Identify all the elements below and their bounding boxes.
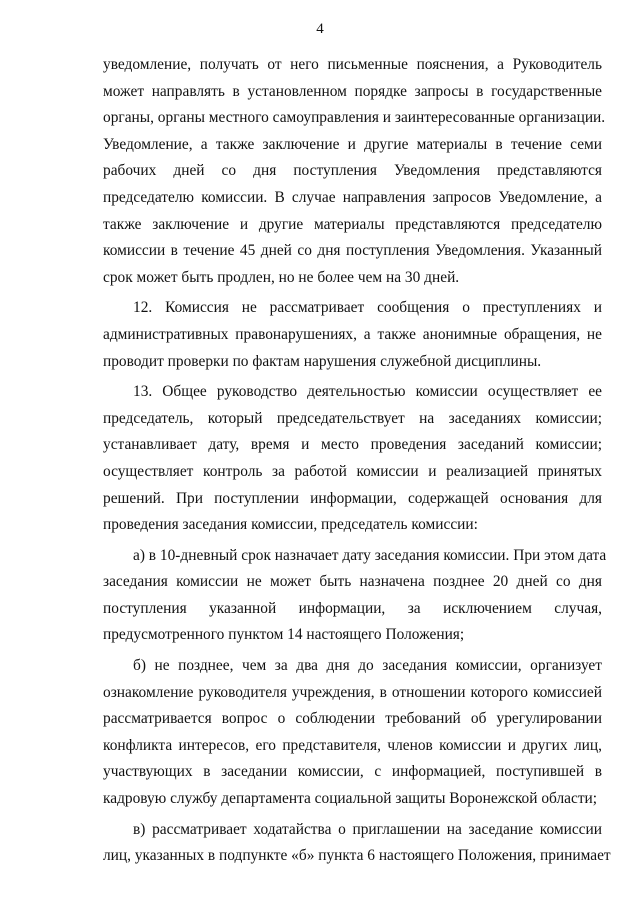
paragraph-line: ознакомление руководителя учреждения, в отношении которого комиссией (103, 683, 602, 701)
paragraph-line: осуществляет контроль за работой комиссии и реализацией принятых (103, 462, 602, 480)
paragraph (103, 543, 607, 649)
paragraph (103, 52, 606, 291)
page-number: 4 (316, 21, 324, 37)
paragraph-line: лиц, указанных в подпункте «б» пункта 6 настоящего Положения, принимает (103, 847, 611, 865)
paragraph-line: 12. Комиссия не рассматривает сообщения о преступлениях и (133, 299, 602, 317)
paragraph-line: комиссии в течение 45 дней со дня поступления Уведомления. Указанный (103, 242, 602, 260)
paragraph-line: органы, органы местного самоуправления и заинтересованные организации. (103, 109, 606, 127)
paragraph (103, 653, 602, 813)
paragraph-line: может направлять в установленном порядке запросы в государственные (103, 82, 602, 100)
paragraph (103, 817, 611, 870)
paragraph-line: Уведомление, а также заключение и другие материалы в течение семи (103, 135, 602, 153)
paragraph-line: участвующих в заседании комиссии, с информацией, поступившей в (103, 763, 602, 781)
paragraph-line: кадровую службу департамента социальной защиты Воронежской области; (103, 790, 598, 808)
paragraph-line: решений. При поступлении информации, содержащей основания для (103, 489, 602, 507)
paragraph-line: уведомление, получать от него письменные пояснения, а Руководитель (103, 56, 602, 73)
paragraph-line: предусмотренного пунктом 14 настоящего Положения; (103, 626, 465, 644)
paragraph-line: срок может быть продлен, но не более чем на 30 дней. (103, 268, 460, 286)
document-body (103, 52, 611, 874)
paragraph-line: б) не позднее, чем за два дня до заседания комиссии, организует (133, 657, 602, 675)
paragraph-line: председатель, который председательствует на заседаниях комиссии; (103, 409, 602, 427)
paragraph-line: административных правонарушениях, а также анонимные обращения, не (103, 325, 602, 343)
paragraph (103, 379, 602, 539)
paragraph-line: председателю комиссии. В случае направления запросов Уведомление, а (103, 188, 602, 206)
paragraph-line: заседания комиссии не может быть назначена позднее 20 дней со дня (103, 573, 602, 591)
paragraph-line: также заключение и другие материалы представляются председателю (103, 215, 602, 233)
paragraph-line: проведения заседания комиссии, председатель комиссии: (103, 516, 478, 534)
paragraph-line: в) рассматривает ходатайства о приглашении на заседание комиссии (133, 820, 602, 838)
paragraph-line: рассматривается вопрос о соблюдении требований об урегулировании (103, 710, 602, 728)
paragraph-line: поступления указанной информации, за исключением случая, (103, 599, 602, 617)
paragraph-line: рабочих дней со дня поступления Уведомления представляются (103, 162, 602, 180)
paragraph-line: проводит проверки по фактам нарушения служебной дисциплины. (103, 352, 542, 370)
paragraph-line: 13. Общее руководство деятельностью комиссии осуществляет ее (133, 383, 602, 401)
paragraph-line: конфликта интересов, его представителя, членов комиссии и других лиц, (103, 736, 602, 754)
paragraph-line: устанавливает дату, время и место проведения заседаний комиссии; (103, 436, 602, 454)
paragraph-line: а) в 10-дневный срок назначает дату заседания комиссии. При этом дата (133, 546, 607, 564)
paragraph (103, 295, 602, 375)
